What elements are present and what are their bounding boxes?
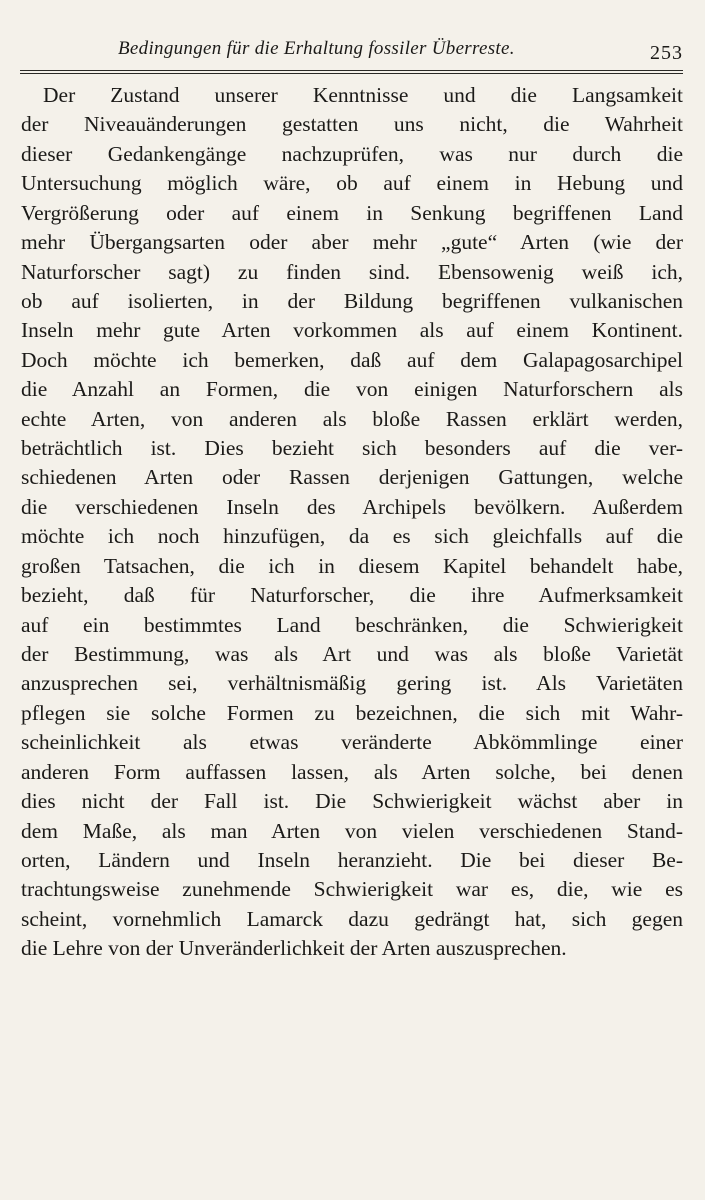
text-line: großen Tatsachen, die ich in diesem Kapitel behandelt habe, bbox=[21, 553, 683, 578]
text-line: Untersuchung möglich wäre, ob auf einem in Hebung und bbox=[21, 171, 683, 196]
text-line: scheint, vornehmlich Lamarck dazu gedrängt hat, sich gegen bbox=[21, 906, 683, 931]
text-line: die verschiedenen Inseln des Archipels bevölkern. Außerdem bbox=[21, 494, 683, 519]
text-line: Doch möchte ich bemerken, daß auf dem Galapagosarchipel bbox=[21, 347, 683, 372]
text-line: schiedenen Arten oder Rassen derjenigen Gattungen, welche bbox=[21, 465, 683, 490]
text-line: Der Zustand unserer Kenntnisse und die Langsamkeit bbox=[43, 83, 683, 107]
text-line: anderen Form auffassen lassen, als Arten solche, bei denen bbox=[21, 759, 683, 784]
text-line: die Anzahl an Formen, die von einigen Naturforschern als bbox=[21, 377, 683, 402]
text-line: scheinlichkeit als etwas veränderte Abkömmlinge einer bbox=[21, 730, 683, 755]
text-line: anzusprechen sei, verhältnismäßig gering ist. Als Varietäten bbox=[21, 671, 683, 696]
running-title: Bedingungen für die Erhaltung fossiler Überreste. bbox=[118, 38, 515, 59]
text-line: dem Maße, als man Arten von vielen verschiedenen Stand- bbox=[21, 818, 683, 843]
text-line: beträchtlich ist. Dies bezieht sich besonders auf die ver- bbox=[21, 436, 683, 461]
page-header bbox=[20, 36, 683, 66]
text-line: Naturforscher sagt) zu finden sind. Ebensowenig weiß ich, bbox=[21, 259, 683, 284]
text-line: Vergrößerung oder auf einem in Senkung begriffenen Land bbox=[21, 200, 683, 225]
text-line: dies nicht der Fall ist. Die Schwierigkeit wächst aber in bbox=[21, 789, 683, 814]
body-paragraph bbox=[21, 81, 683, 964]
header-rule bbox=[20, 70, 683, 74]
text-line: pflegen sie solche Formen zu bezeichnen, die sich mit Wahr- bbox=[21, 700, 683, 725]
text-line: echte Arten, von anderen als bloße Rassen erklärt werden, bbox=[21, 406, 683, 431]
text-line: der Niveauänderungen gestatten uns nicht, die Wahrheit bbox=[21, 112, 683, 137]
text-line: Inseln mehr gute Arten vorkommen als auf einem Kontinent. bbox=[21, 318, 683, 343]
text-line: bezieht, daß für Naturforscher, die ihre Aufmerksamkeit bbox=[21, 583, 683, 608]
text-line: trachtungsweise zunehmende Schwierigkeit war es, die, wie es bbox=[21, 877, 683, 902]
text-line: auf ein bestimmtes Land beschränken, die Schwierigkeit bbox=[21, 612, 683, 637]
text-line: die Lehre von der Unveränderlichkeit der Arten auszusprechen. bbox=[21, 936, 567, 961]
text-line: ob auf isolierten, in der Bildung begriffenen vulkanischen bbox=[21, 288, 683, 313]
text-line: der Bestimmung, was als Art und was als bloße Varietät bbox=[21, 642, 683, 667]
text-line: orten, Ländern und Inseln heranzieht. Die bei dieser Be- bbox=[21, 847, 683, 872]
text-line: mehr Übergangsarten oder aber mehr „gute“ Arten (wie der bbox=[21, 230, 683, 255]
page-number: 253 bbox=[650, 42, 683, 64]
text-line: möchte ich noch hinzufügen, da es sich gleichfalls auf die bbox=[21, 524, 683, 549]
text-line: dieser Gedankengänge nachzuprüfen, was nur durch die bbox=[21, 141, 683, 166]
